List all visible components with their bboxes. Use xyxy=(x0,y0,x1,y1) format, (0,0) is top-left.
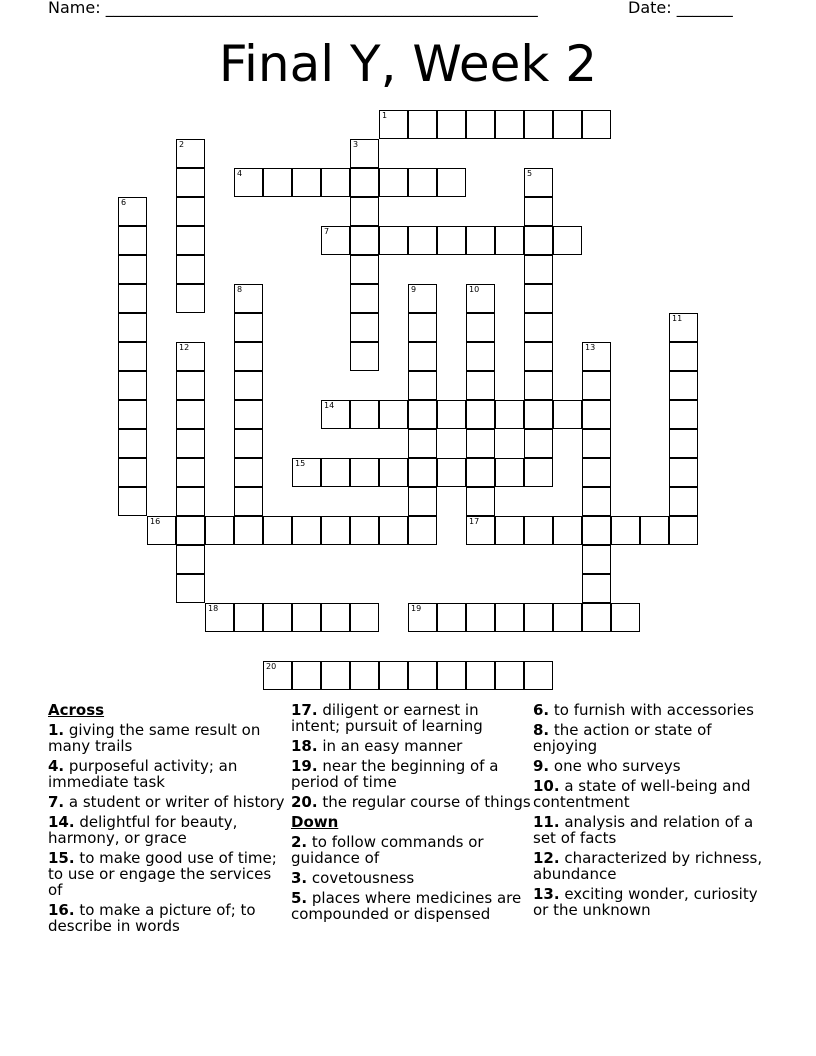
clue-number: 2 xyxy=(179,140,185,149)
grid-cell[interactable] xyxy=(524,458,553,487)
clue-num: 11. xyxy=(533,813,560,831)
grid-cell[interactable] xyxy=(524,603,553,632)
grid-cell[interactable] xyxy=(292,168,321,197)
grid-cell[interactable] xyxy=(234,342,263,371)
clue-text: to make good use of time; to use or engage the services of xyxy=(48,849,277,899)
grid-cell[interactable] xyxy=(611,516,640,545)
clue-text: places where medicines are compounded or dispensed xyxy=(291,889,522,923)
grid-cell[interactable] xyxy=(176,168,205,197)
clue-number: 13 xyxy=(585,343,596,352)
grid-cell[interactable] xyxy=(176,574,205,603)
clue-num: 19. xyxy=(291,757,318,775)
grid-cell[interactable] xyxy=(524,516,553,545)
grid-cell[interactable] xyxy=(263,603,292,632)
grid-cell[interactable] xyxy=(524,313,553,342)
down-clue xyxy=(533,778,773,810)
grid-cell[interactable] xyxy=(176,139,205,168)
grid-cell[interactable] xyxy=(176,226,205,255)
clue-num: 6. xyxy=(533,701,550,719)
grid-cell[interactable] xyxy=(466,458,495,487)
grid-cell[interactable] xyxy=(234,429,263,458)
grid-cell[interactable] xyxy=(176,400,205,429)
grid-cell[interactable] xyxy=(176,487,205,516)
clue-number: 18 xyxy=(208,604,219,613)
grid-cell[interactable] xyxy=(408,284,437,313)
grid-cell[interactable] xyxy=(524,371,553,400)
clue-number: 10 xyxy=(469,285,480,294)
clue-num: 8. xyxy=(533,721,550,739)
name-line: ______________________________________________________ xyxy=(105,0,538,17)
clue-num: 10. xyxy=(533,777,560,795)
grid-cell[interactable] xyxy=(234,487,263,516)
grid-cell[interactable] xyxy=(321,661,350,690)
down-clue xyxy=(291,834,531,866)
clue-num: 1. xyxy=(48,721,65,739)
grid-cell[interactable] xyxy=(669,342,698,371)
clue-number: 17 xyxy=(469,517,480,526)
clue-num: 18. xyxy=(291,737,318,755)
grid-cell[interactable] xyxy=(408,516,437,545)
grid-cell[interactable] xyxy=(495,458,524,487)
grid-cell[interactable] xyxy=(118,226,147,255)
clue-column-1 xyxy=(48,702,288,938)
grid-cell[interactable] xyxy=(553,110,582,139)
grid-cell[interactable] xyxy=(379,400,408,429)
grid-cell[interactable] xyxy=(234,603,263,632)
across-clue xyxy=(48,722,288,754)
grid-cell[interactable] xyxy=(582,458,611,487)
grid-cell[interactable] xyxy=(582,516,611,545)
clue-number: 14 xyxy=(324,401,335,410)
grid-cell[interactable] xyxy=(176,255,205,284)
grid-cell[interactable] xyxy=(234,371,263,400)
grid-cell[interactable] xyxy=(437,661,466,690)
grid-cell[interactable] xyxy=(350,284,379,313)
grid-cell[interactable] xyxy=(263,661,292,690)
across-clue xyxy=(48,794,288,810)
clue-num: 3. xyxy=(291,869,308,887)
clue-text: exciting wonder, curiosity or the unknown xyxy=(533,885,758,919)
grid-cell[interactable] xyxy=(176,458,205,487)
grid-cell[interactable] xyxy=(350,458,379,487)
puzzle-title: Final Y, Week 2 xyxy=(218,35,598,93)
grid-cell[interactable] xyxy=(118,342,147,371)
clue-num: 17. xyxy=(291,701,318,719)
grid-cell[interactable] xyxy=(466,603,495,632)
clue-text: characterized by richness, abundance xyxy=(533,849,763,883)
down-clue xyxy=(533,758,773,774)
grid-cell[interactable] xyxy=(118,284,147,313)
down-clue xyxy=(533,722,773,754)
grid-cell[interactable] xyxy=(466,661,495,690)
down-heading: Down xyxy=(291,813,339,831)
clue-num: 15. xyxy=(48,849,75,867)
grid-cell[interactable] xyxy=(437,603,466,632)
date-line: _______ xyxy=(676,0,733,17)
clue-text: near the beginning of a period of time xyxy=(291,757,499,791)
clue-number: 4 xyxy=(237,169,243,178)
grid-cell[interactable] xyxy=(379,168,408,197)
clue-num: 9. xyxy=(533,757,550,775)
across-clue xyxy=(291,758,531,790)
grid-cell[interactable] xyxy=(350,226,379,255)
grid-cell[interactable] xyxy=(640,516,669,545)
across-clue xyxy=(291,794,531,810)
grid-cell[interactable] xyxy=(437,226,466,255)
grid-cell[interactable] xyxy=(466,371,495,400)
grid-cell[interactable] xyxy=(582,429,611,458)
clue-text: the regular course of things xyxy=(317,793,531,811)
grid-cell[interactable] xyxy=(408,429,437,458)
grid-cell[interactable] xyxy=(176,429,205,458)
clue-text: to make a picture of; to describe in words xyxy=(48,901,256,935)
grid-cell[interactable] xyxy=(466,516,495,545)
grid-cell[interactable] xyxy=(582,342,611,371)
grid-cell[interactable] xyxy=(553,603,582,632)
grid-cell[interactable] xyxy=(466,429,495,458)
grid-cell[interactable] xyxy=(118,371,147,400)
grid-cell[interactable] xyxy=(495,516,524,545)
grid-cell[interactable] xyxy=(292,661,321,690)
grid-cell[interactable] xyxy=(234,284,263,313)
clue-text: a student or writer of history xyxy=(64,793,285,811)
grid-cell[interactable] xyxy=(176,197,205,226)
grid-cell[interactable] xyxy=(350,139,379,168)
grid-cell[interactable] xyxy=(118,313,147,342)
clue-text: covetousness xyxy=(307,869,415,887)
grid-cell[interactable] xyxy=(350,516,379,545)
clue-number: 11 xyxy=(672,314,683,323)
grid-cell[interactable] xyxy=(350,400,379,429)
across-clue xyxy=(48,758,288,790)
clue-column-2 xyxy=(291,702,531,926)
grid-cell[interactable] xyxy=(582,574,611,603)
grid-cell[interactable] xyxy=(350,603,379,632)
grid-cell[interactable] xyxy=(495,400,524,429)
grid-cell[interactable] xyxy=(234,313,263,342)
grid-cell[interactable] xyxy=(321,168,350,197)
clue-text: giving the same result on many trails xyxy=(48,721,261,755)
grid-cell[interactable] xyxy=(292,603,321,632)
grid-cell[interactable] xyxy=(118,487,147,516)
grid-cell[interactable] xyxy=(524,226,553,255)
date-label: Date: xyxy=(628,0,672,17)
clue-number: 15 xyxy=(295,459,306,468)
clue-num: 16. xyxy=(48,901,75,919)
grid-cell[interactable] xyxy=(611,603,640,632)
grid-cell[interactable] xyxy=(350,342,379,371)
clue-text: purposeful activity; an immediate task xyxy=(48,757,238,791)
grid-cell[interactable] xyxy=(408,168,437,197)
grid-cell[interactable] xyxy=(495,661,524,690)
grid-cell[interactable] xyxy=(350,313,379,342)
down-clue xyxy=(291,890,531,922)
grid-cell[interactable] xyxy=(234,168,263,197)
grid-cell[interactable] xyxy=(495,603,524,632)
grid-cell[interactable] xyxy=(553,400,582,429)
grid-cell[interactable] xyxy=(321,400,350,429)
grid-cell[interactable] xyxy=(350,661,379,690)
grid-cell[interactable] xyxy=(669,371,698,400)
clue-num: 13. xyxy=(533,885,560,903)
grid-cell[interactable] xyxy=(205,603,234,632)
clue-text: diligent or earnest in intent; pursuit of learning xyxy=(291,701,483,735)
clue-number: 16 xyxy=(150,517,161,526)
clue-number: 19 xyxy=(411,604,422,613)
grid-cell[interactable] xyxy=(292,458,321,487)
grid-cell[interactable] xyxy=(408,226,437,255)
grid-cell[interactable] xyxy=(408,313,437,342)
grid-cell[interactable] xyxy=(408,400,437,429)
grid-cell[interactable] xyxy=(437,168,466,197)
across-clue xyxy=(48,902,288,934)
grid-cell[interactable] xyxy=(437,110,466,139)
down-clue xyxy=(533,886,773,918)
grid-cell[interactable] xyxy=(582,371,611,400)
grid-cell[interactable] xyxy=(466,313,495,342)
grid-cell[interactable] xyxy=(205,516,234,545)
grid-cell[interactable] xyxy=(408,110,437,139)
grid-cell[interactable] xyxy=(118,197,147,226)
across-clue xyxy=(291,702,531,734)
grid-cell[interactable] xyxy=(321,603,350,632)
grid-cell[interactable] xyxy=(379,110,408,139)
grid-cell[interactable] xyxy=(669,429,698,458)
grid-cell[interactable] xyxy=(524,168,553,197)
down-clue xyxy=(533,850,773,882)
grid-cell[interactable] xyxy=(147,516,176,545)
grid-cell[interactable] xyxy=(118,400,147,429)
grid-cell[interactable] xyxy=(495,110,524,139)
grid-cell[interactable] xyxy=(466,226,495,255)
grid-cell[interactable] xyxy=(582,487,611,516)
grid-cell[interactable] xyxy=(176,342,205,371)
clue-num: 12. xyxy=(533,849,560,867)
clue-number: 8 xyxy=(237,285,243,294)
grid-cell[interactable] xyxy=(379,226,408,255)
grid-cell[interactable] xyxy=(408,371,437,400)
across-heading: Across xyxy=(48,701,105,719)
grid-cell[interactable] xyxy=(669,400,698,429)
across-clue xyxy=(48,814,288,846)
across-clue xyxy=(48,850,288,898)
clue-num: 5. xyxy=(291,889,308,907)
grid-cell[interactable] xyxy=(379,516,408,545)
clue-column-3 xyxy=(533,702,773,922)
clue-number: 12 xyxy=(179,343,190,352)
grid-cell[interactable] xyxy=(524,429,553,458)
grid-cell[interactable] xyxy=(437,458,466,487)
clue-number: 6 xyxy=(121,198,127,207)
grid-cell[interactable] xyxy=(524,110,553,139)
grid-cell[interactable] xyxy=(321,226,350,255)
grid-cell[interactable] xyxy=(234,400,263,429)
grid-cell[interactable] xyxy=(669,313,698,342)
grid-cell[interactable] xyxy=(582,110,611,139)
grid-cell[interactable] xyxy=(466,284,495,313)
grid-cell[interactable] xyxy=(176,545,205,574)
grid-cell[interactable] xyxy=(263,516,292,545)
grid-cell[interactable] xyxy=(466,487,495,516)
grid-cell[interactable] xyxy=(176,371,205,400)
grid-cell[interactable] xyxy=(321,458,350,487)
clue-number: 7 xyxy=(324,227,330,236)
clue-num: 2. xyxy=(291,833,308,851)
clue-text: to furnish with accessories xyxy=(549,701,754,719)
clue-num: 14. xyxy=(48,813,75,831)
grid-cell[interactable] xyxy=(292,516,321,545)
clue-text: a state of well-being and contentment xyxy=(533,777,751,811)
grid-cell[interactable] xyxy=(350,255,379,284)
grid-cell[interactable] xyxy=(524,284,553,313)
down-clue xyxy=(533,814,773,846)
clue-text: in an easy manner xyxy=(317,737,463,755)
grid-cell[interactable] xyxy=(553,226,582,255)
grid-cell[interactable] xyxy=(437,400,466,429)
grid-cell[interactable] xyxy=(524,197,553,226)
grid-cell[interactable] xyxy=(379,661,408,690)
clue-text: delightful for beauty, harmony, or grace xyxy=(48,813,238,847)
grid-cell[interactable] xyxy=(466,400,495,429)
grid-cell[interactable] xyxy=(408,458,437,487)
clue-number: 5 xyxy=(527,169,533,178)
clue-num: 4. xyxy=(48,757,65,775)
grid-cell[interactable] xyxy=(350,197,379,226)
grid-cell[interactable] xyxy=(408,661,437,690)
grid-cell[interactable] xyxy=(176,516,205,545)
grid-cell[interactable] xyxy=(669,458,698,487)
grid-cell[interactable] xyxy=(350,168,379,197)
grid-cell[interactable] xyxy=(234,516,263,545)
clue-text: one who surveys xyxy=(549,757,681,775)
clue-number: 1 xyxy=(382,111,388,120)
grid-cell[interactable] xyxy=(524,400,553,429)
grid-cell[interactable] xyxy=(408,603,437,632)
clue-number: 20 xyxy=(266,662,277,671)
grid-cell[interactable] xyxy=(524,661,553,690)
clue-text: analysis and relation of a set of facts xyxy=(533,813,754,847)
grid-cell[interactable] xyxy=(118,429,147,458)
grid-cell[interactable] xyxy=(118,255,147,284)
grid-cell[interactable] xyxy=(582,400,611,429)
grid-cell[interactable] xyxy=(582,603,611,632)
grid-cell[interactable] xyxy=(466,110,495,139)
clue-num: 20. xyxy=(291,793,318,811)
grid-cell[interactable] xyxy=(263,168,292,197)
grid-cell[interactable] xyxy=(408,487,437,516)
name-label: Name: xyxy=(48,0,101,17)
clue-number: 3 xyxy=(353,140,359,149)
clue-num: 7. xyxy=(48,793,65,811)
down-clue xyxy=(291,870,531,886)
clue-text: to follow commands or guidance of xyxy=(291,833,484,867)
grid-cell[interactable] xyxy=(524,255,553,284)
clue-number: 9 xyxy=(411,285,417,294)
grid-cell[interactable] xyxy=(321,516,350,545)
grid-cell[interactable] xyxy=(379,458,408,487)
grid-cell[interactable] xyxy=(176,284,205,313)
clue-text: the action or state of enjoying xyxy=(533,721,712,755)
grid-cell[interactable] xyxy=(408,342,437,371)
down-clue xyxy=(533,702,773,718)
grid-cell[interactable] xyxy=(234,458,263,487)
grid-cell[interactable] xyxy=(669,487,698,516)
grid-cell[interactable] xyxy=(553,516,582,545)
grid-cell[interactable] xyxy=(669,516,698,545)
grid-cell[interactable] xyxy=(118,458,147,487)
across-clue xyxy=(291,738,531,754)
grid-cell[interactable] xyxy=(524,342,553,371)
grid-cell[interactable] xyxy=(495,226,524,255)
grid-cell[interactable] xyxy=(466,342,495,371)
grid-cell[interactable] xyxy=(582,545,611,574)
